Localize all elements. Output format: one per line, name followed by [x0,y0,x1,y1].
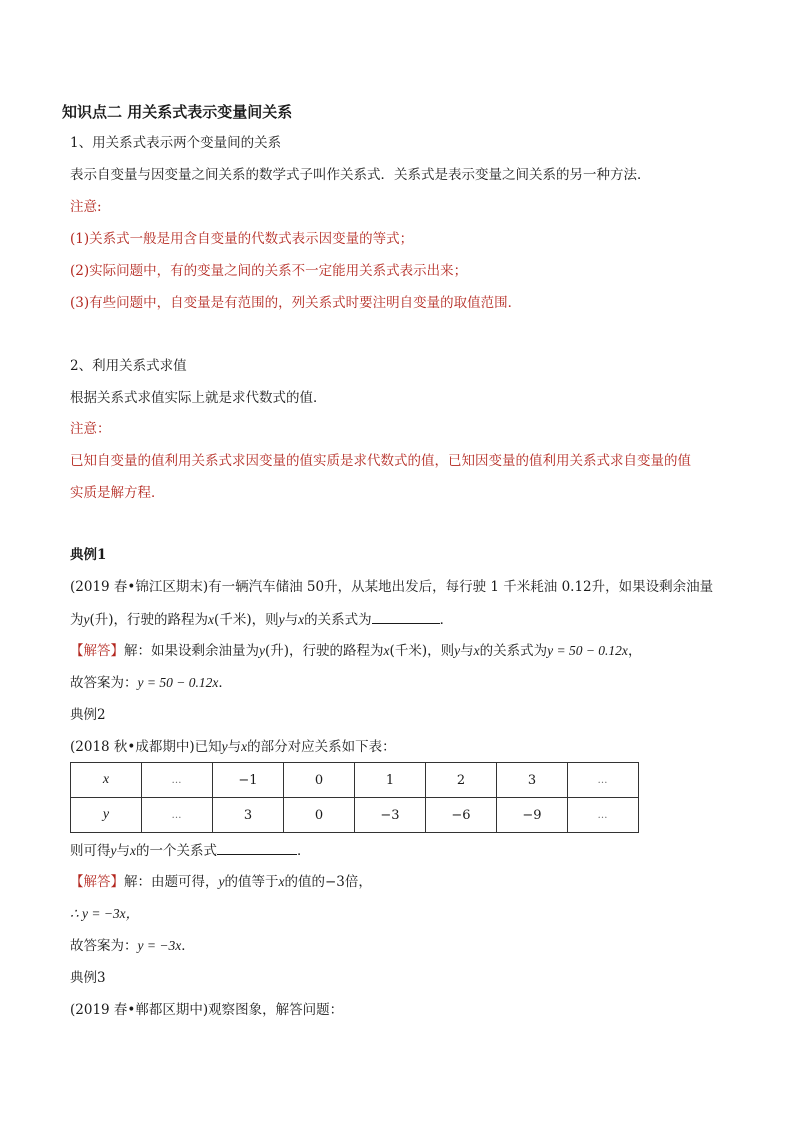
table-cell: 0 [284,798,355,833]
example2-therefore: ∴ y = −3x， [70,906,140,921]
table-cell: 0 [284,763,355,798]
example2-answer: 【解答】解：由题可得，y的值等于x的值的−3倍， [70,874,372,890]
table-row-y [71,798,639,833]
part1-note-2: (2)实际问题中，有的变量之间的关系不一定能用关系式表示出来； [70,263,468,279]
table-cell: x [71,763,142,798]
table-cell: 1 [355,763,426,798]
table-cell: −6 [426,798,497,833]
example1-final: 故答案为：y = 50 − 0.12x． [70,675,232,691]
example2-question: 则可得y与x的一个关系式 ． [70,840,311,861]
part1-text: 表示自变量与因变量之间关系的数学式子叫作关系式．关系式是表示变量之间关系的另一种方法． [70,167,651,183]
answer-tag: 【解答】 [70,874,124,890]
part1-note-3: (3)有些问题中，自变量是有范围的，列关系式时要注明自变量的取值范围． [70,295,522,311]
example3-title: 典例3 [70,970,106,986]
answer-tag: 【解答】 [70,643,124,659]
example1-answer: 【解答】解：如果设剩余油量为y(升)，行驶的路程为x(千米)，则y与x的关系式为y = 50 − 0.12x， [70,643,642,659]
example2-final: 故答案为：y = −3x． [70,938,195,954]
example1-line1: (2019 春•锦江区期末)有一辆汽车储油 50升，从某地出发后，每行驶 1 千米耗油 0.12升，如果设剩余油量 [70,579,714,595]
answer-blank [372,609,440,624]
table-cell: 2 [426,763,497,798]
example1-line2: 为y(升)，行驶的路程为x(千米)，则y与x的关系式为 ． [70,609,453,630]
part2-note-label: 注意： [70,421,111,437]
example1-title: 典例1 [70,547,107,563]
section-title: 知识点二 用关系式表示变量间关系 [62,103,293,121]
part1-heading: 1、用关系式表示两个变量间的关系 [70,135,282,151]
part1-note-1: (1)关系式一般是用含自变量的代数式表示因变量的等式； [70,231,414,247]
table-cell: 3 [213,798,284,833]
example2-title: 典例2 [70,707,106,723]
part2-heading: 2、利用关系式求值 [70,358,187,374]
table-row-x [71,763,639,798]
part2-note-line2: 实质是解方程． [70,485,165,501]
value-table [70,762,639,833]
table-cell: 3 [497,763,568,798]
table-cell: … [142,798,213,833]
answer-blank [217,840,297,855]
table-cell: −1 [213,763,284,798]
table-cell: … [568,763,639,798]
table-cell: … [568,798,639,833]
table-cell: … [142,763,213,798]
example3-line1: (2019 春•郸都区期中)观察图象，解答问题： [70,1002,344,1018]
table-cell: y [71,798,142,833]
part1-note-label: 注意: [70,199,102,215]
part2-note-line1: 已知自变量的值利用关系式求因变量的值实质是求代数式的值，已知因变量的值利用关系式求自变量的值 [70,453,691,469]
table-cell: −9 [497,798,568,833]
example2-line1: (2018 秋•成都期中)已知y与x的部分对应关系如下表： [70,739,396,755]
table-cell: −3 [355,798,426,833]
part2-text: 根据关系式求值实际上就是求代数式的值． [70,390,327,406]
